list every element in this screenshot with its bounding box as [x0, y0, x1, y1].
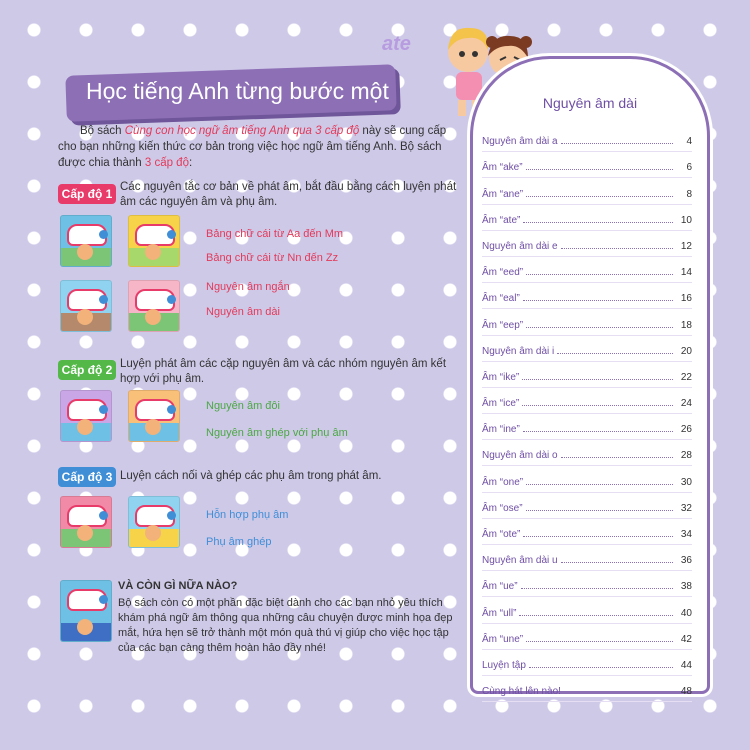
book-label: Phụ âm ghép [206, 536, 272, 548]
toc-entry-page: 30 [680, 476, 692, 488]
book-cover [60, 390, 112, 442]
book-cover [60, 280, 112, 332]
toc-entry [482, 283, 692, 309]
toc-list [482, 126, 692, 702]
toc-entry-label: Âm “ice” [482, 398, 520, 410]
toc-entry-page: 22 [680, 371, 692, 383]
toc-entry-page: 10 [680, 214, 692, 226]
intro-part2: này sẽ cung cấp cho bạn những kiến thức cơ bản trong việc học ngữ âm tiếng Anh. Bộ sách được chia thành [58, 125, 447, 169]
toc-entry [482, 231, 692, 257]
toc-entry-label: Âm “ane” [482, 188, 524, 200]
book-label: Nguyên âm đôi [206, 400, 280, 412]
book-cover [128, 280, 180, 332]
toc-entry-page: 34 [680, 529, 692, 540]
book-label: Nguyên âm dài [206, 306, 280, 318]
toc-entry-label: Nguyên âm dài o [482, 450, 558, 462]
toc-entry-page: 40 [680, 607, 692, 619]
toc-entry-page: 48 [680, 686, 692, 698]
toc-entry-label: Âm “eal” [482, 293, 520, 305]
toc-entry [482, 362, 692, 388]
toc-entry-page: 36 [680, 555, 692, 567]
toc-entry [482, 676, 692, 702]
book-cover [60, 580, 112, 642]
toc-entry [482, 309, 692, 335]
intro-paragraph [58, 123, 458, 171]
toc-entry [482, 650, 692, 676]
toc-entry-label: Âm “ike” [482, 371, 520, 383]
toc-entry-label: Âm “ose” [482, 502, 523, 514]
toc-entry [482, 205, 692, 231]
toc-entry-page: 8 [686, 188, 692, 200]
toc-entry [482, 257, 692, 283]
toc-entry-label: Âm “ate” [482, 214, 521, 226]
toc-title: Nguyên âm dài [542, 95, 638, 111]
toc-entry-label: Âm “eep” [482, 319, 524, 331]
toc-entry-page: 14 [680, 267, 692, 279]
toc-entry-page: 18 [680, 319, 692, 331]
toc-entry-page: 16 [680, 293, 692, 305]
toc-entry-label: Âm “ue” [482, 581, 518, 593]
toc-entry [482, 624, 692, 650]
toc-entry-label: Âm “une” [482, 633, 524, 645]
intro-part3: : [188, 157, 193, 169]
intro-part1: Bộ sách [80, 125, 125, 137]
toc-entry-page: 6 [686, 162, 692, 174]
toc-entry-page: 38 [680, 581, 692, 593]
toc-entry-label: Âm “one” [482, 476, 524, 488]
level-3-badge: Cấp độ 3 [58, 467, 116, 487]
toc-entry [482, 152, 692, 178]
toc-entry-label: Âm “ine” [482, 424, 520, 436]
book-cover [60, 496, 112, 548]
toc-entry-page: 4 [686, 136, 692, 148]
toc-entry-page: 28 [680, 450, 692, 462]
toc-entry-label: Cùng hát lên nào! [482, 686, 561, 698]
toc-entry-label: Luyện tập [482, 659, 526, 671]
toc-entry-page: 24 [680, 398, 692, 410]
book-cover [128, 215, 180, 267]
toc-entry-label: Nguyên âm dài i [482, 345, 555, 357]
level-3-description: Luyện cách nối và ghép các phụ âm trong phát âm. [120, 470, 382, 482]
toc-entry-page: 42 [680, 633, 692, 645]
toc-entry-label: Âm “ull” [482, 607, 517, 619]
toc-entry-label: Nguyên âm dài u [482, 555, 558, 567]
toc-entry-page: 32 [680, 502, 692, 514]
toc-entry [482, 545, 692, 571]
toc-entry-label: Nguyên âm dài a [482, 136, 558, 148]
toc-entry [482, 440, 692, 466]
toc-entry [482, 466, 692, 492]
toc-entry-page: 44 [680, 659, 692, 671]
toc-entry-page: 12 [680, 240, 692, 252]
toc-entry-label: Âm “ake” [482, 162, 523, 174]
level-2-badge: Cấp độ 2 [58, 360, 116, 380]
extra-section-title: VÀ CÒN GÌ NỮA NÀO? [118, 580, 238, 592]
book-label: Nguyên âm ghép với phụ âm [206, 427, 348, 439]
toc-entry-page: 20 [680, 345, 692, 357]
toc-entry-label: Nguyên âm dài e [482, 240, 558, 252]
book-label: Hỗn hợp phụ âm [206, 509, 289, 521]
book-label: Bảng chữ cái từ Aa đến Mm [206, 228, 344, 240]
intro-levels-count: 3 cấp độ [144, 157, 189, 169]
book-cover [128, 390, 180, 442]
toc-entry [482, 519, 692, 545]
level-2-description: Luyện phát âm các cặp nguyên âm và các nhóm nguyên âm kết hợp với phụ âm. [120, 358, 447, 385]
extra-section-text: Bộ sách còn có một phần đặc biệt dành cho các bạn nhỏ yêu thích khám phá ngữ âm thông qua những câu chuyện được minh họa đẹp mắt, hứa hẹn sẽ trở thành một món quà thú vị giúp cho việc học tập của các bạn càng thêm hoàn hảo đầy nhé! [118, 597, 453, 654]
toc-entry-label: Âm “eed” [482, 267, 524, 279]
page-title: Học tiếng Anh từng bước một [86, 78, 389, 104]
toc-entry [482, 336, 692, 362]
toc-entry-label: Âm “ote” [482, 529, 521, 540]
book-label: Bảng chữ cái từ Nn đến Zz [206, 252, 339, 264]
level-1-badge: Cấp độ 1 [58, 184, 116, 204]
toc-entry [482, 178, 692, 204]
book-cover [60, 215, 112, 267]
toc-entry [482, 388, 692, 414]
toc-entry [482, 597, 692, 623]
toc-entry-page: 26 [680, 424, 692, 436]
intro-book-name: Cùng con học ngữ âm tiếng Anh qua 3 cấp độ [124, 125, 360, 137]
toc-entry [482, 414, 692, 440]
toc-entry [482, 493, 692, 519]
level-1-description: Các nguyên tắc cơ bản về phát âm, bắt đầu bằng cách luyện phát âm các nguyên âm và phụ âm. [120, 181, 457, 208]
book-cover [128, 496, 180, 548]
book-label: Nguyên âm ngắn [206, 281, 290, 293]
toc-entry [482, 126, 692, 152]
ate-decor-word: ate [382, 33, 411, 55]
toc-entry [482, 571, 692, 597]
